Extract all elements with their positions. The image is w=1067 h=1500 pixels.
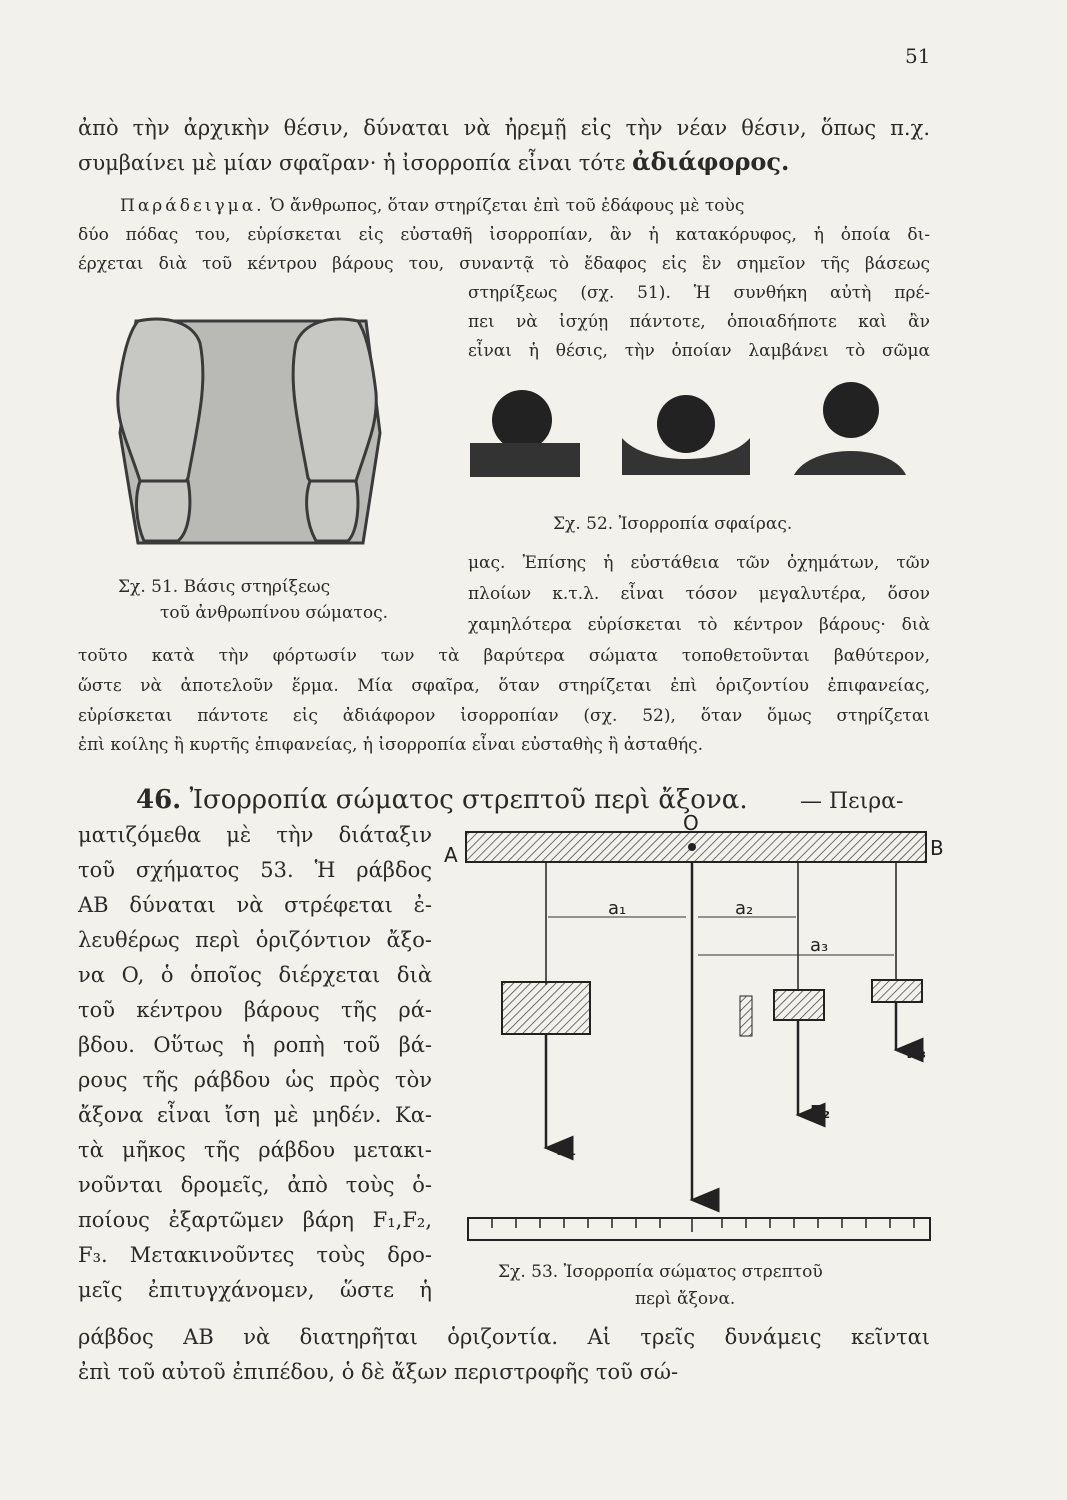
example-line-8: πλοίων κ.τ.λ. εἶναι τόσον μεγαλυτέρα, ὅσον [468, 584, 930, 604]
fig52-balls [466, 388, 886, 488]
fig51-right-foot [293, 319, 376, 481]
ball-concave [657, 395, 715, 453]
weight-f1 [502, 982, 590, 1034]
final-line-1: ράβδος AB νὰ διατηρῆται ὁριζοντία. Αἱ τρεῖς δυνάμεις κεῖνται [78, 1325, 930, 1349]
example-line-2: δύο πόδας του, εὑρίσκεται εἰς εὐσταθῆ ἰσορροπίαν, ἂν ἡ κατακόρυφος, ἡ ὁποία δι- [78, 225, 930, 245]
ball-flat [492, 390, 552, 450]
sec-line-13: F₃. Μετακινοῦντες τοὺς δρο- [78, 1243, 432, 1267]
example-line-4: στηρίξεως (σχ. 51). Ἡ συνθήκη αὐτὴ πρέ- [468, 283, 930, 303]
sec-line-11: νοῦνται δρομεῖς, ἀπὸ τοὺς ὁ- [78, 1173, 432, 1197]
sec-line-8: ρους τῆς ράβδου ὡς πρὸς τὸν [78, 1068, 432, 1092]
sec-line-7: βδου. Οὕτως ἡ ροπὴ τοῦ βά- [78, 1033, 432, 1057]
weight-f3 [872, 980, 922, 1002]
section-number: 46. [136, 785, 182, 815]
example-line-11: ὥστε νὰ ἀποτελοῦν ἕρμα. Μία σφαῖρα, ὅταν στηρίζεται ἐπὶ ὁριζοντίου ἐπιφανείας, [78, 676, 930, 696]
ball-convex [823, 382, 879, 438]
intro-line-2 [78, 147, 790, 176]
fig53-caption-line-1: Σχ. 53. Ἰσορροπία σώματος στρεπτοῦ [498, 1262, 823, 1282]
page-number: 51 [905, 44, 931, 68]
fig51-caption-line-2: τοῦ ἀνθρωπίνου σώματος. [160, 603, 388, 623]
example-line-13: ἐπὶ κοίλης ἢ κυρτῆς ἐπιφανείας, ἡ ἰσορροπία εἶναι εὐσταθὴς ἢ ἀσταθής. [78, 735, 704, 755]
ruler-ticks [492, 1218, 914, 1232]
spare-weight [740, 996, 752, 1036]
section-title: Ἰσορροπία σώματος στρεπτοῦ περὶ ἄξονα. [189, 785, 748, 815]
label-f3: F₃ [906, 1042, 927, 1063]
ruler [468, 1218, 930, 1240]
example-line-6: εἶναι ἡ θέσις, τὴν ὁποίαν λαμβάνει τὸ σῶμα [468, 341, 930, 361]
convex-surface [794, 451, 906, 475]
example-line-12: εὑρίσκεται πάντοτε εἰς ἀδιάφορον ἰσορροπίαν (σχ. 52), ὅταν ὅμως στηρίζεται [78, 706, 930, 726]
final-line-2: ἐπὶ τοῦ αὐτοῦ ἐπιπέδου, ὁ δὲ ἄξων περιστροφῆς τοῦ σώ- [78, 1360, 679, 1384]
fig53-caption-line-2: περὶ ἄξονα. [635, 1289, 736, 1309]
flat-surface [470, 443, 580, 477]
example-line-1 [120, 198, 744, 215]
sec-line-4: λευθέρως περὶ ὁριζόντιον ἄξο- [78, 928, 432, 952]
sec-line-9: ἄξονα εἶναι ἴση μὲ μηδέν. Κα- [78, 1103, 432, 1127]
fig53-lever [440, 810, 944, 1270]
example-line-9: χαμηλότερα εὑρίσκεται τὸ κέντρον βάρους· διὰ [468, 615, 930, 635]
label-a3: a₃ [810, 935, 829, 956]
fig51-left-heel [137, 481, 190, 541]
intro-line-1: ἀπὸ τὴν ἀρχικὴν θέσιν, δύναται νὰ ἠρεμῇ εἰς τὴν νέαν θέσιν, ὅπως π.χ. [78, 116, 930, 140]
sec-line-6: τοῦ κέντρου βάρους τῆς ρά- [78, 998, 432, 1022]
weight-f2 [774, 990, 824, 1020]
label-a1: a₁ [608, 898, 627, 919]
example-line-7: μας. Ἐπίσης ἡ εὐστάθεια τῶν ὀχημάτων, τῶν [468, 553, 930, 573]
example-line-5: πει νὰ ἰσχύῃ πάντοτε, ὁποιαδήποτε καὶ ἂν [468, 312, 930, 332]
label-a2: a₂ [735, 898, 754, 919]
sec-line-5: να O, ὁ ὁποῖος διέρχεται διὰ [78, 963, 432, 987]
sec-line-10: τὰ μῆκος τῆς ράβδου μετακι- [78, 1138, 432, 1162]
label-a: A [444, 843, 458, 867]
fig51-right-heel [307, 481, 358, 541]
example-line-10: τοῦτο κατὰ τὴν φόρτωσίν των τὰ βαρύτερα σώματα τοποθετοῦνται βαθύτερον, [78, 646, 930, 666]
example-line-1-text: Ὁ ἄνθρωπος, ὅταν στηρίζεται ἐπὶ τοῦ ἐδάφους μὲ τοὺς [270, 196, 745, 216]
fig52-caption: Σχ. 52. Ἰσορροπία σφαίρας. [553, 514, 793, 534]
fig51-left-foot [118, 319, 203, 481]
intro-line-2-text: συμβαίνει μὲ μίαν σφαῖραν· ἡ ἰσορροπία εἶναι τότε [78, 151, 633, 175]
fig51-footprints [108, 313, 388, 551]
example-line-3: έρχεται διὰ τοῦ κέντρου βάρους του, συναντᾷ τὸ ἔδαφος εἰς ἓν σημεῖον τῆς βάσεως [78, 254, 930, 274]
sec-line-2: τοῦ σχήματος 53. Ἡ ράβδος [78, 858, 432, 882]
sec-line-12: ποίους ἐξαρτῶμεν βάρη F₁,F₂, [78, 1208, 432, 1232]
label-b: B [930, 836, 944, 860]
sec-line-14: μεῖς ἐπιτυγχάνομεν, ὥστε ἡ [78, 1278, 432, 1302]
sec-line-3: AB δύναται νὰ στρέφεται ἐ- [78, 893, 432, 917]
section-dash-rest: — Πειρα- [800, 789, 904, 814]
label-o: O [683, 811, 699, 835]
label-f1: F₁ [556, 1139, 577, 1160]
sec-line-1: ματιζόμεθα μὲ τὴν διάταξιν [78, 823, 432, 847]
fig51-caption-line-1: Σχ. 51. Βάσις στηρίξεως [118, 577, 331, 597]
label-f2: F₂ [810, 1102, 831, 1123]
example-label: Παράδειγμα. [120, 196, 265, 216]
pivot-o [688, 843, 696, 851]
term-adiaforos: ἀδιάφορος. [632, 147, 790, 176]
